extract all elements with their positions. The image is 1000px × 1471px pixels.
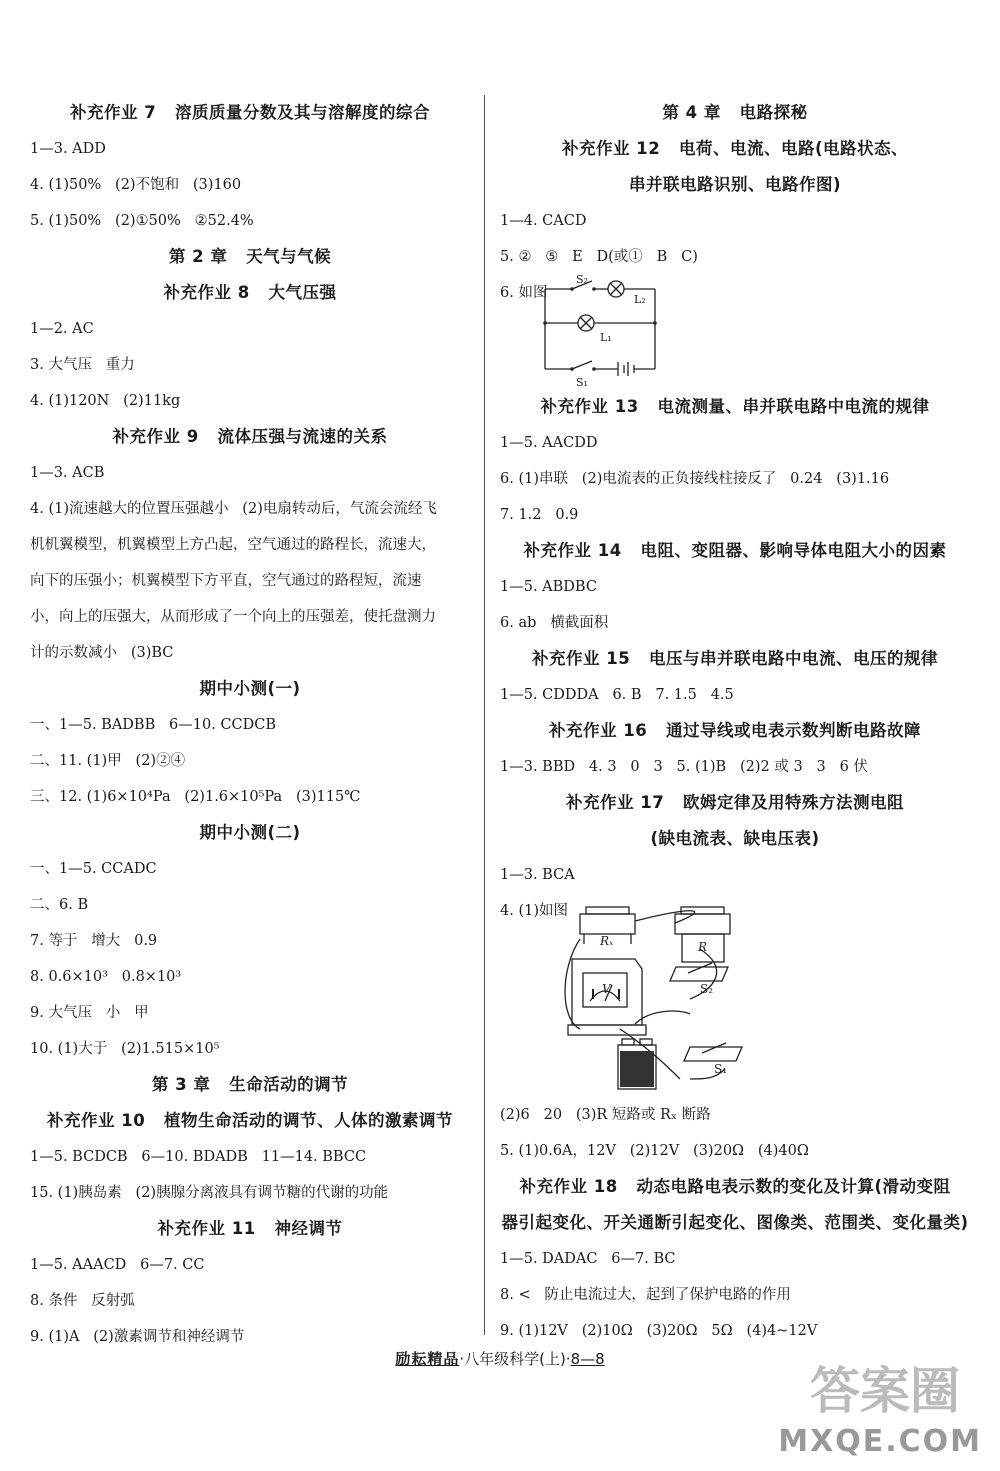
answer-line: 9. 大气压 小 甲 — [30, 1005, 149, 1021]
answer-line: 5. (1)0.6A，12V (2)12V (3)20Ω (4)40Ω — [500, 1143, 809, 1159]
answer-line: 7. 等于 增大 0.9 — [30, 933, 158, 949]
section-title-midterm-1: 期中小测(一) — [199, 679, 301, 698]
right-column — [500, 95, 970, 1349]
chapter-title-3: 第 3 章 生命活动的调节 — [151, 1075, 349, 1094]
section-title-b14: 补充作业 14 电阻、变阻器、影响导体电阻大小的因素 — [523, 541, 947, 560]
answer-line: 4. (1)50% (2)不饱和 (3)160 — [30, 177, 242, 193]
answer-line: 8. 条件 反射弧 — [30, 1293, 135, 1309]
answer-line: 3. 大气压 重力 — [30, 357, 135, 373]
label-s2: S₂ — [576, 273, 588, 286]
section-title-midterm-2: 期中小测(二) — [199, 823, 301, 842]
answer-line: 4. (1)流速越大的位置压强越小 (2)电扇转动后，气流会流经飞 — [30, 501, 437, 517]
answer-line: 向下的压强小；机翼模型下方平直，空气通过的路程短，流速 — [30, 573, 422, 589]
answer-line: 1—3. ACB — [30, 465, 105, 481]
watermark-url: MXQE.COM — [778, 1424, 982, 1459]
page-number: 8—8 — [570, 1350, 605, 1368]
answer-line: 7. 1.2 0.9 — [500, 507, 579, 523]
answer-line: 二、6. B — [30, 897, 89, 913]
answer-line: 1—5. BCDCB 6—10. BDADB 11—14. BBCC — [30, 1149, 367, 1165]
section-title-b10: 补充作业 10 植物生命活动的调节、人体的激素调节 — [47, 1111, 453, 1130]
chapter-title-2: 第 2 章 天气与气候 — [168, 247, 332, 266]
answer-line: 机机翼模型，机翼模型上方凸起，空气通过的路程长，流速大， — [30, 537, 436, 553]
section-title-b18-cont: 器引起变化、开关通断引起变化、图像类、范围类、变化量类) — [501, 1213, 969, 1232]
answer-line: 1—2. AC — [30, 321, 94, 337]
section-title-b17: 补充作业 17 欧姆定律及用特殊方法测电阻 — [566, 793, 904, 812]
answer-line: 小，向上的压强大，从而形成了一个向上的压强差，使托盘测力 — [30, 609, 436, 625]
answer-line: 1—5. DADAC 6—7. BC — [500, 1251, 676, 1267]
section-title-b12-cont: 串并联电路识别、电路作图) — [628, 175, 842, 194]
answer-line: 一、1—5. CCADC — [30, 861, 157, 877]
answer-line: 9. (1)12V (2)10Ω (3)20Ω 5Ω (4)4~12V — [500, 1323, 818, 1339]
section-title-b16: 补充作业 16 通过导线或电表示数判断电路故障 — [549, 721, 921, 740]
answer-line: 1—3. BBD 4. 3 0 3 5. (1)B (2)2 或 3 3 6 伏 — [500, 759, 868, 775]
section-title-b11: 补充作业 11 神经调节 — [157, 1219, 343, 1238]
section-title-b13: 补充作业 13 电流测量、串并联电路中电流的规律 — [540, 397, 930, 416]
label-s2: S₂ — [700, 982, 714, 996]
label-s1: S₁ — [714, 1062, 728, 1076]
answer-line: 1—3. BCA — [500, 867, 575, 883]
watermark-logo: 答案圈 — [810, 1362, 960, 1420]
section-title-b8: 补充作业 8 大气压强 — [163, 283, 337, 302]
answer-line: 1—5. ABDBC — [500, 579, 597, 595]
label-rx: Rₓ — [600, 934, 614, 948]
label-l2: L₂ — [634, 293, 646, 306]
answer-line: 一、1—5. BADBB 6—10. CCDCB — [30, 717, 277, 733]
answer-line: 6. ab 横截面积 — [500, 615, 609, 631]
answer-line: 计的示数减小 (3)BC — [30, 645, 174, 661]
answer-line: 5. (1)50% (2)①50% ②52.4% — [30, 213, 254, 229]
answer-line: 9. (1)A (2)激素调节和神经调节 — [30, 1329, 245, 1345]
answer-line: 4. (1)如图 — [500, 903, 568, 919]
answer-line: 1—5. AAACD 6—7. CC — [30, 1257, 205, 1273]
section-title-b15: 补充作业 15 电压与串并联电路中电流、电压的规律 — [532, 649, 938, 668]
column-divider — [484, 95, 485, 1335]
left-column — [30, 95, 470, 1355]
section-title-b9: 补充作业 9 流体压强与流速的关系 — [112, 427, 388, 446]
answer-line: 二、11. (1)甲 (2)②④ — [30, 753, 186, 769]
circuit-apparatus-diagram — [500, 929, 970, 1097]
footer-book-title: ·八年级科学(上)· — [459, 1350, 571, 1368]
answer-line: 4. (1)120N (2)11kg — [30, 393, 181, 409]
section-title-b18: 补充作业 18 动态电路电表示数的变化及计算(滑动变阻 — [519, 1177, 951, 1196]
answer-line: 1—3. ADD — [30, 141, 106, 157]
answer-line: 1—5. AACDD — [500, 435, 598, 451]
apparatus-svg — [500, 929, 970, 1097]
answer-line: 6. (1)串联 (2)电流表的正负接线柱接反了 0.24 (3)1.16 — [500, 471, 890, 487]
answer-line: 6. 如图 — [500, 285, 548, 301]
answer-line: 三、12. (1)6×10⁴Pa (2)1.6×10⁵Pa (3)115℃ — [30, 789, 361, 805]
answer-line: 1—5. CDDDA 6. B 7. 1.5 4.5 — [500, 687, 734, 703]
answer-line: 8. < 防止电流过大，起到了保护电路的作用 — [500, 1287, 791, 1303]
label-l1: L₁ — [600, 331, 612, 344]
answer-line: 5. ② ⑤ E D(或① B C) — [500, 249, 698, 265]
section-title-b12: 补充作业 12 电荷、电流、电路(电路状态、 — [562, 139, 908, 158]
chapter-title-4: 第 4 章 电路探秘 — [662, 103, 808, 122]
answer-line: 15. (1)胰岛素 (2)胰腺分离液具有调节糖的代谢的功能 — [30, 1185, 389, 1201]
section-title-b7: 补充作业 7 溶质质量分数及其与溶解度的综合 — [70, 103, 430, 122]
label-v: V — [602, 982, 611, 996]
answer-line: 10. (1)大于 (2)1.515×10⁵ — [30, 1041, 220, 1057]
label-r: R — [698, 940, 708, 954]
answer-line: 8. 0.6×10³ 0.8×10³ — [30, 969, 182, 985]
answer-line: 1—4. CACD — [500, 213, 587, 229]
section-subtitle-b17: (缺电流表、缺电压表) — [650, 829, 820, 848]
answer-line: (2)6 20 (3)R 短路或 Rₓ 断路 — [500, 1107, 711, 1123]
label-s1: S₁ — [576, 376, 588, 389]
footer-brand: 励耘精品 — [395, 1350, 460, 1368]
